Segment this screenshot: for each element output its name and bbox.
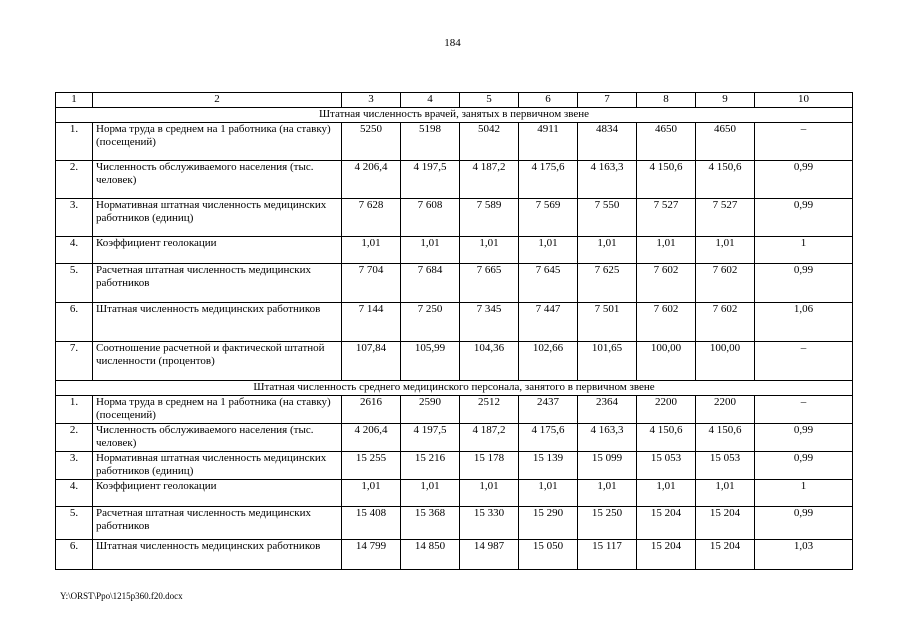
value-cell: 14 850: [401, 540, 460, 570]
value-cell: 7 665: [460, 264, 519, 303]
value-cell: 0,99: [755, 264, 853, 303]
value-cell: 15 204: [696, 507, 755, 540]
value-cell: 15 099: [578, 452, 637, 480]
value-cell: 15 255: [342, 452, 401, 480]
value-cell: 4 175,6: [519, 161, 578, 199]
row-label: Расчетная штатная численность медицинских работников: [93, 507, 342, 540]
table-row: [56, 507, 853, 540]
value-cell: 7 602: [696, 264, 755, 303]
section-title: Штатная численность врачей, занятых в первичном звене: [56, 108, 853, 123]
column-number: 5: [460, 93, 519, 108]
value-cell: 4 197,5: [401, 424, 460, 452]
value-cell: 0,99: [755, 452, 853, 480]
value-cell: 1,01: [401, 237, 460, 264]
value-cell: 1: [755, 237, 853, 264]
value-cell: 7 569: [519, 199, 578, 237]
value-cell: 7 447: [519, 303, 578, 342]
column-number: 9: [696, 93, 755, 108]
value-cell: 2364: [578, 396, 637, 424]
value-cell: 7 589: [460, 199, 519, 237]
row-label: Нормативная штатная численность медицинских работников (единиц): [93, 199, 342, 237]
section-header-row: [56, 108, 853, 123]
value-cell: 4 187,2: [460, 161, 519, 199]
table-row: [56, 199, 853, 237]
value-cell: 15 250: [578, 507, 637, 540]
value-cell: 1,03: [755, 540, 853, 570]
value-cell: 1,01: [519, 237, 578, 264]
value-cell: 7 704: [342, 264, 401, 303]
value-cell: 4 150,6: [696, 424, 755, 452]
value-cell: –: [755, 123, 853, 161]
row-label: Нормативная штатная численность медицинских работников (единиц): [93, 452, 342, 480]
value-cell: 4650: [696, 123, 755, 161]
value-cell: 7 602: [637, 264, 696, 303]
value-cell: 15 050: [519, 540, 578, 570]
row-number: 2.: [56, 161, 93, 199]
table-row: [56, 480, 853, 507]
table-body: [56, 93, 853, 570]
row-number: 4.: [56, 480, 93, 507]
value-cell: 104,36: [460, 342, 519, 381]
value-cell: 4 197,5: [401, 161, 460, 199]
value-cell: 7 527: [637, 199, 696, 237]
table-row: [56, 161, 853, 199]
value-cell: 1,01: [578, 480, 637, 507]
table-row: [56, 123, 853, 161]
value-cell: 2616: [342, 396, 401, 424]
value-cell: 102,66: [519, 342, 578, 381]
value-cell: 15 290: [519, 507, 578, 540]
value-cell: 7 345: [460, 303, 519, 342]
row-number: 5.: [56, 264, 93, 303]
value-cell: 1,06: [755, 303, 853, 342]
value-cell: 7 250: [401, 303, 460, 342]
value-cell: 0,99: [755, 507, 853, 540]
value-cell: 15 204: [637, 507, 696, 540]
footer-file-path: Y:\ORST\Ppo\1215p360.f20.docx: [60, 591, 183, 601]
value-cell: 15 053: [637, 452, 696, 480]
value-cell: 15 139: [519, 452, 578, 480]
row-number: 3.: [56, 452, 93, 480]
row-label: Штатная численность медицинских работников: [93, 303, 342, 342]
value-cell: 15 117: [578, 540, 637, 570]
value-cell: –: [755, 396, 853, 424]
value-cell: 1,01: [696, 237, 755, 264]
value-cell: 1,01: [460, 480, 519, 507]
value-cell: 4 175,6: [519, 424, 578, 452]
value-cell: 4911: [519, 123, 578, 161]
value-cell: 4 150,6: [696, 161, 755, 199]
value-cell: 5198: [401, 123, 460, 161]
value-cell: 1,01: [401, 480, 460, 507]
value-cell: 4 163,3: [578, 424, 637, 452]
value-cell: 0,99: [755, 199, 853, 237]
value-cell: 2200: [637, 396, 696, 424]
row-number: 4.: [56, 237, 93, 264]
value-cell: 7 602: [696, 303, 755, 342]
row-number: 5.: [56, 507, 93, 540]
column-number: 6: [519, 93, 578, 108]
table-row: [56, 237, 853, 264]
value-cell: 0,99: [755, 161, 853, 199]
value-cell: 15 178: [460, 452, 519, 480]
value-cell: 15 368: [401, 507, 460, 540]
value-cell: 0,99: [755, 424, 853, 452]
row-number: 1.: [56, 396, 93, 424]
section-title: Штатная численность среднего медицинского персонала, занятого в первичном звене: [56, 381, 853, 396]
column-number: 3: [342, 93, 401, 108]
value-cell: 15 204: [637, 540, 696, 570]
value-cell: 15 053: [696, 452, 755, 480]
row-label: Норма труда в среднем на 1 работника (на ставку) (посещений): [93, 123, 342, 161]
value-cell: 1,01: [578, 237, 637, 264]
value-cell: 1,01: [519, 480, 578, 507]
value-cell: 4 187,2: [460, 424, 519, 452]
row-label: Соотношение расчетной и фактической штатной численности (процентов): [93, 342, 342, 381]
value-cell: 7 501: [578, 303, 637, 342]
column-number-row: [56, 93, 853, 108]
value-cell: 15 204: [696, 540, 755, 570]
row-label: Коэффициент геолокации: [93, 237, 342, 264]
table-row: [56, 342, 853, 381]
row-label: Штатная численность медицинских работников: [93, 540, 342, 570]
value-cell: 7 602: [637, 303, 696, 342]
value-cell: 1,01: [342, 480, 401, 507]
value-cell: 7 550: [578, 199, 637, 237]
row-label: Норма труда в среднем на 1 работника (на ставку) (посещений): [93, 396, 342, 424]
value-cell: 1,01: [637, 480, 696, 507]
row-number: 6.: [56, 303, 93, 342]
row-label: Коэффициент геолокации: [93, 480, 342, 507]
value-cell: 1,01: [696, 480, 755, 507]
value-cell: 14 799: [342, 540, 401, 570]
section-header-row: [56, 381, 853, 396]
column-number: 1: [56, 93, 93, 108]
table-row: [56, 264, 853, 303]
value-cell: 1: [755, 480, 853, 507]
table-row: [56, 396, 853, 424]
page-number: 184: [444, 37, 461, 49]
value-cell: 15 330: [460, 507, 519, 540]
row-label: Численность обслуживаемого населения (тыс. человек): [93, 161, 342, 199]
value-cell: 2200: [696, 396, 755, 424]
value-cell: 7 144: [342, 303, 401, 342]
column-number: 8: [637, 93, 696, 108]
value-cell: 4 150,6: [637, 161, 696, 199]
column-number: 7: [578, 93, 637, 108]
value-cell: 1,01: [342, 237, 401, 264]
value-cell: 5042: [460, 123, 519, 161]
table-row: [56, 540, 853, 570]
value-cell: 105,99: [401, 342, 460, 381]
row-label: Численность обслуживаемого населения (тыс. человек): [93, 424, 342, 452]
row-number: 2.: [56, 424, 93, 452]
value-cell: 4 150,6: [637, 424, 696, 452]
column-number: 2: [93, 93, 342, 108]
column-number: 4: [401, 93, 460, 108]
value-cell: 1,01: [460, 237, 519, 264]
value-cell: 7 645: [519, 264, 578, 303]
value-cell: 7 608: [401, 199, 460, 237]
value-cell: 4 206,4: [342, 161, 401, 199]
value-cell: 7 625: [578, 264, 637, 303]
value-cell: 1,01: [637, 237, 696, 264]
value-cell: 7 684: [401, 264, 460, 303]
row-number: 3.: [56, 199, 93, 237]
staffing-table: [55, 92, 853, 570]
value-cell: 101,65: [578, 342, 637, 381]
value-cell: 100,00: [637, 342, 696, 381]
value-cell: 2590: [401, 396, 460, 424]
row-label: Расчетная штатная численность медицинских работников: [93, 264, 342, 303]
value-cell: 15 216: [401, 452, 460, 480]
value-cell: 107,84: [342, 342, 401, 381]
value-cell: 7 527: [696, 199, 755, 237]
table-row: [56, 303, 853, 342]
value-cell: 100,00: [696, 342, 755, 381]
value-cell: 7 628: [342, 199, 401, 237]
value-cell: 2512: [460, 396, 519, 424]
table-row: [56, 452, 853, 480]
value-cell: 14 987: [460, 540, 519, 570]
row-number: 7.: [56, 342, 93, 381]
row-number: 6.: [56, 540, 93, 570]
value-cell: –: [755, 342, 853, 381]
value-cell: 15 408: [342, 507, 401, 540]
row-number: 1.: [56, 123, 93, 161]
table-row: [56, 424, 853, 452]
value-cell: 5250: [342, 123, 401, 161]
column-number: 10: [755, 93, 853, 108]
value-cell: 4650: [637, 123, 696, 161]
value-cell: 4 206,4: [342, 424, 401, 452]
value-cell: 4834: [578, 123, 637, 161]
value-cell: 2437: [519, 396, 578, 424]
value-cell: 4 163,3: [578, 161, 637, 199]
